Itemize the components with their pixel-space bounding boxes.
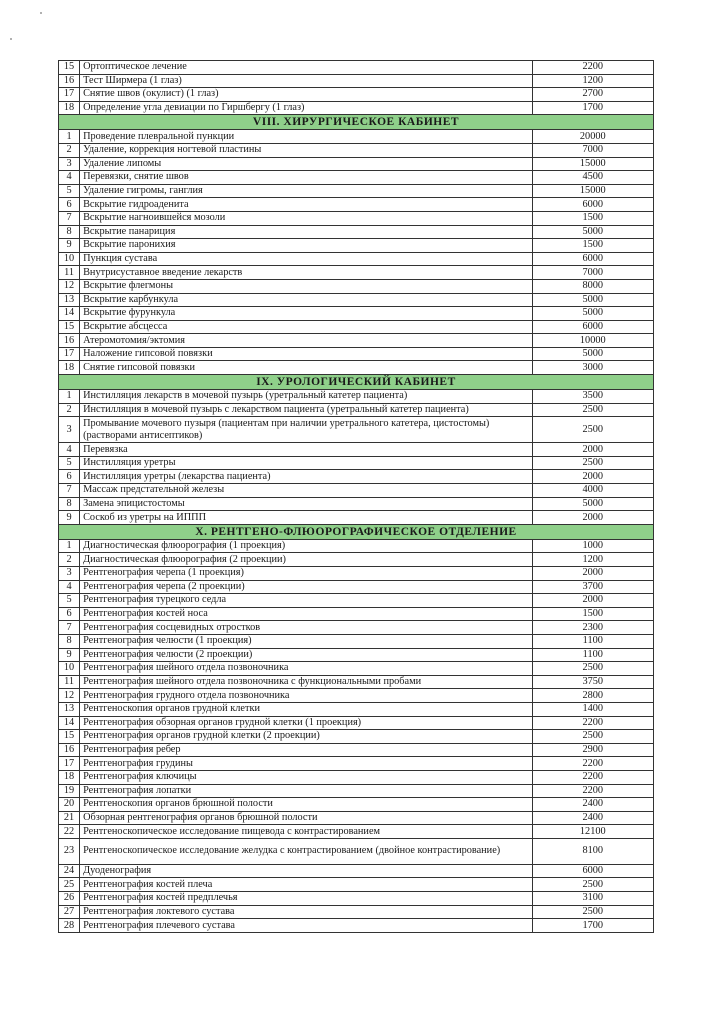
table-row	[59, 143, 654, 157]
service-price: 2000	[532, 470, 653, 484]
service-price: 1100	[532, 648, 653, 662]
row-number: 6	[59, 470, 80, 484]
service-name: Рентгенография челюсти (2 проекции)	[80, 648, 533, 662]
row-number: 22	[59, 825, 80, 839]
row-number: 15	[59, 730, 80, 744]
table-row	[59, 648, 654, 662]
service-name: Внутрисуставное введение лекарств	[80, 266, 533, 280]
service-name: Перевязка	[80, 443, 533, 457]
row-number: 8	[59, 497, 80, 511]
service-name: Определение угла девиации по Гиршбергу (1 глаз)	[80, 101, 533, 115]
service-price: 15000	[532, 157, 653, 171]
service-price: 3700	[532, 580, 653, 594]
table-row	[59, 594, 654, 608]
table-row	[59, 675, 654, 689]
service-price: 7000	[532, 266, 653, 280]
table-row	[59, 279, 654, 293]
service-price: 2000	[532, 443, 653, 457]
table-row	[59, 743, 654, 757]
row-number: 8	[59, 634, 80, 648]
service-price: 2200	[532, 784, 653, 798]
service-name: Тест Ширмера (1 глаз)	[80, 74, 533, 88]
scan-speck	[40, 12, 42, 14]
table-row	[59, 864, 654, 878]
price-table	[58, 60, 654, 933]
table-row	[59, 730, 654, 744]
service-price: 8000	[532, 279, 653, 293]
row-number: 16	[59, 74, 80, 88]
service-name: Соскоб из уретры на ИППП	[80, 511, 533, 525]
service-price: 3500	[532, 390, 653, 404]
service-name: Рентгенография сосцевидных отростков	[80, 621, 533, 635]
service-price: 2800	[532, 689, 653, 703]
service-name: Перевязки, снятие швов	[80, 171, 533, 185]
row-number: 19	[59, 784, 80, 798]
table-row	[59, 689, 654, 703]
service-price: 5000	[532, 293, 653, 307]
row-number: 13	[59, 702, 80, 716]
service-price: 2500	[532, 403, 653, 417]
service-price: 3100	[532, 892, 653, 906]
service-price: 1100	[532, 634, 653, 648]
service-name: Вскрытие карбункула	[80, 293, 533, 307]
service-price: 20000	[532, 130, 653, 144]
service-price: 2400	[532, 798, 653, 812]
service-price: 2500	[532, 417, 653, 443]
service-name: Инстилляция лекарств в мочевой пузырь (уретральный катетер пациента)	[80, 390, 533, 404]
service-price: 5000	[532, 225, 653, 239]
row-number: 28	[59, 919, 80, 933]
row-number: 18	[59, 361, 80, 375]
service-name: Рентгенография грудины	[80, 757, 533, 771]
row-number: 17	[59, 347, 80, 361]
table-row	[59, 320, 654, 334]
row-number: 16	[59, 334, 80, 348]
row-number: 18	[59, 101, 80, 115]
service-price: 12100	[532, 825, 653, 839]
service-name: Промывание мочевого пузыря (пациентам при наличии уретрального катетера, цистостомы) (растворами антисептиков)	[80, 417, 533, 443]
service-price: 5000	[532, 307, 653, 321]
service-price: 3000	[532, 361, 653, 375]
row-number: 12	[59, 279, 80, 293]
service-name: Рентгенография плечевого сустава	[80, 919, 533, 933]
row-number: 16	[59, 743, 80, 757]
table-row	[59, 905, 654, 919]
table-row	[59, 621, 654, 635]
table-row	[59, 171, 654, 185]
service-price: 6000	[532, 252, 653, 266]
table-row	[59, 184, 654, 198]
table-row	[59, 334, 654, 348]
service-price: 6000	[532, 198, 653, 212]
table-row	[59, 825, 654, 839]
row-number: 15	[59, 320, 80, 334]
service-name: Удаление липомы	[80, 157, 533, 171]
table-row	[59, 211, 654, 225]
service-price: 5000	[532, 347, 653, 361]
row-number: 11	[59, 266, 80, 280]
row-number: 11	[59, 675, 80, 689]
table-row	[59, 470, 654, 484]
row-number: 3	[59, 417, 80, 443]
table-row	[59, 239, 654, 253]
row-number: 1	[59, 130, 80, 144]
service-price: 8100	[532, 838, 653, 864]
table-row	[59, 293, 654, 307]
table-row	[59, 770, 654, 784]
service-name: Пункция сустава	[80, 252, 533, 266]
row-number: 1	[59, 390, 80, 404]
table-row	[59, 307, 654, 321]
section-header-row	[59, 375, 654, 390]
table-row	[59, 811, 654, 825]
row-number: 5	[59, 594, 80, 608]
row-number: 20	[59, 798, 80, 812]
row-number: 7	[59, 484, 80, 498]
service-price: 2200	[532, 770, 653, 784]
service-name: Вскрытие флегмоны	[80, 279, 533, 293]
service-name: Вскрытие панариция	[80, 225, 533, 239]
row-number: 27	[59, 905, 80, 919]
row-number: 5	[59, 456, 80, 470]
service-price: 2500	[532, 662, 653, 676]
table-row	[59, 702, 654, 716]
service-name: Дуоденография	[80, 864, 533, 878]
service-price: 1500	[532, 239, 653, 253]
service-name: Вскрытие фурункула	[80, 307, 533, 321]
row-number: 1	[59, 539, 80, 553]
row-number: 3	[59, 567, 80, 581]
table-row	[59, 662, 654, 676]
row-number: 23	[59, 838, 80, 864]
row-number: 7	[59, 621, 80, 635]
service-price: 1200	[532, 553, 653, 567]
service-name: Рентгенография шейного отдела позвоночника	[80, 662, 533, 676]
service-name: Рентгенография турецкого седла	[80, 594, 533, 608]
row-number: 18	[59, 770, 80, 784]
table-row	[59, 838, 654, 864]
table-row	[59, 61, 654, 75]
table-row	[59, 798, 654, 812]
service-price: 4000	[532, 484, 653, 498]
service-price: 2500	[532, 456, 653, 470]
table-row	[59, 198, 654, 212]
row-number: 24	[59, 864, 80, 878]
table-row	[59, 497, 654, 511]
service-price: 2200	[532, 61, 653, 75]
service-price: 1700	[532, 101, 653, 115]
service-price: 2300	[532, 621, 653, 635]
service-price: 4500	[532, 171, 653, 185]
table-row	[59, 130, 654, 144]
service-price: 1700	[532, 919, 653, 933]
table-row	[59, 567, 654, 581]
service-price: 10000	[532, 334, 653, 348]
table-row	[59, 539, 654, 553]
service-name: Рентгенография лопатки	[80, 784, 533, 798]
row-number: 2	[59, 553, 80, 567]
service-price: 1000	[532, 539, 653, 553]
service-name: Рентгенография костей носа	[80, 607, 533, 621]
service-name: Рентгенография ключицы	[80, 770, 533, 784]
service-price: 1500	[532, 607, 653, 621]
section-title: X. РЕНТГЕНО-ФЛЮОРОГРАФИЧЕСКОЕ ОТДЕЛЕНИЕ	[59, 524, 654, 539]
service-name: Вскрытие паронихия	[80, 239, 533, 253]
table-row	[59, 456, 654, 470]
table-row	[59, 484, 654, 498]
table-row	[59, 511, 654, 525]
table-row	[59, 634, 654, 648]
row-number: 10	[59, 252, 80, 266]
service-name: Рентгенография локтевого сустава	[80, 905, 533, 919]
service-name: Рентгенография челюсти (1 проекция)	[80, 634, 533, 648]
service-price: 6000	[532, 320, 653, 334]
section-header-row	[59, 524, 654, 539]
table-row	[59, 347, 654, 361]
section-title: IX. УРОЛОГИЧЕСКИЙ КАБИНЕТ	[59, 375, 654, 390]
row-number: 4	[59, 580, 80, 594]
service-name: Рентгеноскопическое исследование желудка с контрастированием (двойное контрастирование)	[80, 838, 533, 864]
row-number: 9	[59, 239, 80, 253]
service-price: 2000	[532, 594, 653, 608]
service-name: Инстилляция уретры (лекарства пациента)	[80, 470, 533, 484]
table-row	[59, 580, 654, 594]
service-name: Рентгенография шейного отдела позвоночника с функциональными пробами	[80, 675, 533, 689]
table-row	[59, 74, 654, 88]
service-price: 2000	[532, 567, 653, 581]
row-number: 8	[59, 225, 80, 239]
service-name: Снятие швов (окулист) (1 глаз)	[80, 88, 533, 102]
table-row	[59, 716, 654, 730]
table-row	[59, 390, 654, 404]
table-row	[59, 361, 654, 375]
table-row	[59, 919, 654, 933]
row-number: 2	[59, 403, 80, 417]
row-number: 9	[59, 511, 80, 525]
service-price: 2000	[532, 511, 653, 525]
row-number: 2	[59, 143, 80, 157]
row-number: 15	[59, 61, 80, 75]
service-name: Рентгенография костей предплечья	[80, 892, 533, 906]
row-number: 26	[59, 892, 80, 906]
service-name: Диагностическая флюорография (2 проекции)	[80, 553, 533, 567]
service-name: Диагностическая флюорография (1 проекция)	[80, 539, 533, 553]
row-number: 13	[59, 293, 80, 307]
table-row	[59, 607, 654, 621]
service-price: 2200	[532, 757, 653, 771]
service-price: 2200	[532, 716, 653, 730]
service-name: Рентгеноскопия органов брюшной полости	[80, 798, 533, 812]
service-name: Снятие гипсовой повязки	[80, 361, 533, 375]
row-number: 5	[59, 184, 80, 198]
service-name: Атеромотомия/эктомия	[80, 334, 533, 348]
service-price: 7000	[532, 143, 653, 157]
table-row	[59, 892, 654, 906]
row-number: 25	[59, 878, 80, 892]
table-row	[59, 757, 654, 771]
row-number: 6	[59, 607, 80, 621]
table-row	[59, 784, 654, 798]
service-price: 3750	[532, 675, 653, 689]
row-number: 9	[59, 648, 80, 662]
price-table-body	[59, 61, 654, 933]
service-name: Вскрытие гидроаденита	[80, 198, 533, 212]
service-price: 2400	[532, 811, 653, 825]
scan-speck	[10, 38, 12, 40]
table-row	[59, 88, 654, 102]
table-row	[59, 101, 654, 115]
service-price: 1200	[532, 74, 653, 88]
service-price: 2900	[532, 743, 653, 757]
section-title: VIII. ХИРУРГИЧЕСКОЕ КАБИНЕТ	[59, 115, 654, 130]
service-price: 2500	[532, 878, 653, 892]
table-row	[59, 553, 654, 567]
service-price: 2500	[532, 730, 653, 744]
table-row	[59, 878, 654, 892]
service-name: Проведение плевральной пункции	[80, 130, 533, 144]
row-number: 17	[59, 88, 80, 102]
price-list-sheet	[58, 60, 654, 933]
service-name: Рентгенография черепа (2 проекции)	[80, 580, 533, 594]
service-price: 2500	[532, 905, 653, 919]
row-number: 6	[59, 198, 80, 212]
table-row	[59, 417, 654, 443]
service-name: Рентгенография ребер	[80, 743, 533, 757]
service-name: Удаление гигромы, ганглия	[80, 184, 533, 198]
table-row	[59, 157, 654, 171]
service-price: 15000	[532, 184, 653, 198]
service-name: Инстилляция в мочевой пузырь с лекарством пациента (уретральный катетер пациента)	[80, 403, 533, 417]
service-price: 6000	[532, 864, 653, 878]
row-number: 14	[59, 307, 80, 321]
service-price: 2700	[532, 88, 653, 102]
service-name: Ортоптическое лечение	[80, 61, 533, 75]
table-row	[59, 252, 654, 266]
service-price: 1400	[532, 702, 653, 716]
table-row	[59, 225, 654, 239]
table-row	[59, 266, 654, 280]
row-number: 14	[59, 716, 80, 730]
service-price: 1500	[532, 211, 653, 225]
row-number: 17	[59, 757, 80, 771]
row-number: 3	[59, 157, 80, 171]
section-header-row	[59, 115, 654, 130]
row-number: 4	[59, 171, 80, 185]
row-number: 12	[59, 689, 80, 703]
service-name: Инстилляция уретры	[80, 456, 533, 470]
service-price: 5000	[532, 497, 653, 511]
service-name: Рентгенография обзорная органов грудной клетки (1 проекция)	[80, 716, 533, 730]
service-name: Рентгенография костей плеча	[80, 878, 533, 892]
service-name: Обзорная рентгенография органов брюшной полости	[80, 811, 533, 825]
service-name: Наложение гипсовой повязки	[80, 347, 533, 361]
service-name: Удаление, коррекция ногтевой пластины	[80, 143, 533, 157]
service-name: Вскрытие нагноившейся мозоли	[80, 211, 533, 225]
service-name: Массаж предстательной железы	[80, 484, 533, 498]
service-name: Рентгеноскопическое исследование пищевода с контрастированием	[80, 825, 533, 839]
service-name: Вскрытие абсцесса	[80, 320, 533, 334]
row-number: 21	[59, 811, 80, 825]
service-name: Рентгенография органов грудной клетки (2 проекции)	[80, 730, 533, 744]
row-number: 10	[59, 662, 80, 676]
service-name: Рентгеноскопия органов грудной клетки	[80, 702, 533, 716]
table-row	[59, 403, 654, 417]
service-name: Рентгенография черепа (1 проекция)	[80, 567, 533, 581]
row-number: 7	[59, 211, 80, 225]
row-number: 4	[59, 443, 80, 457]
table-row	[59, 443, 654, 457]
service-name: Рентгенография грудного отдела позвоночника	[80, 689, 533, 703]
service-name: Замена эпицистостомы	[80, 497, 533, 511]
